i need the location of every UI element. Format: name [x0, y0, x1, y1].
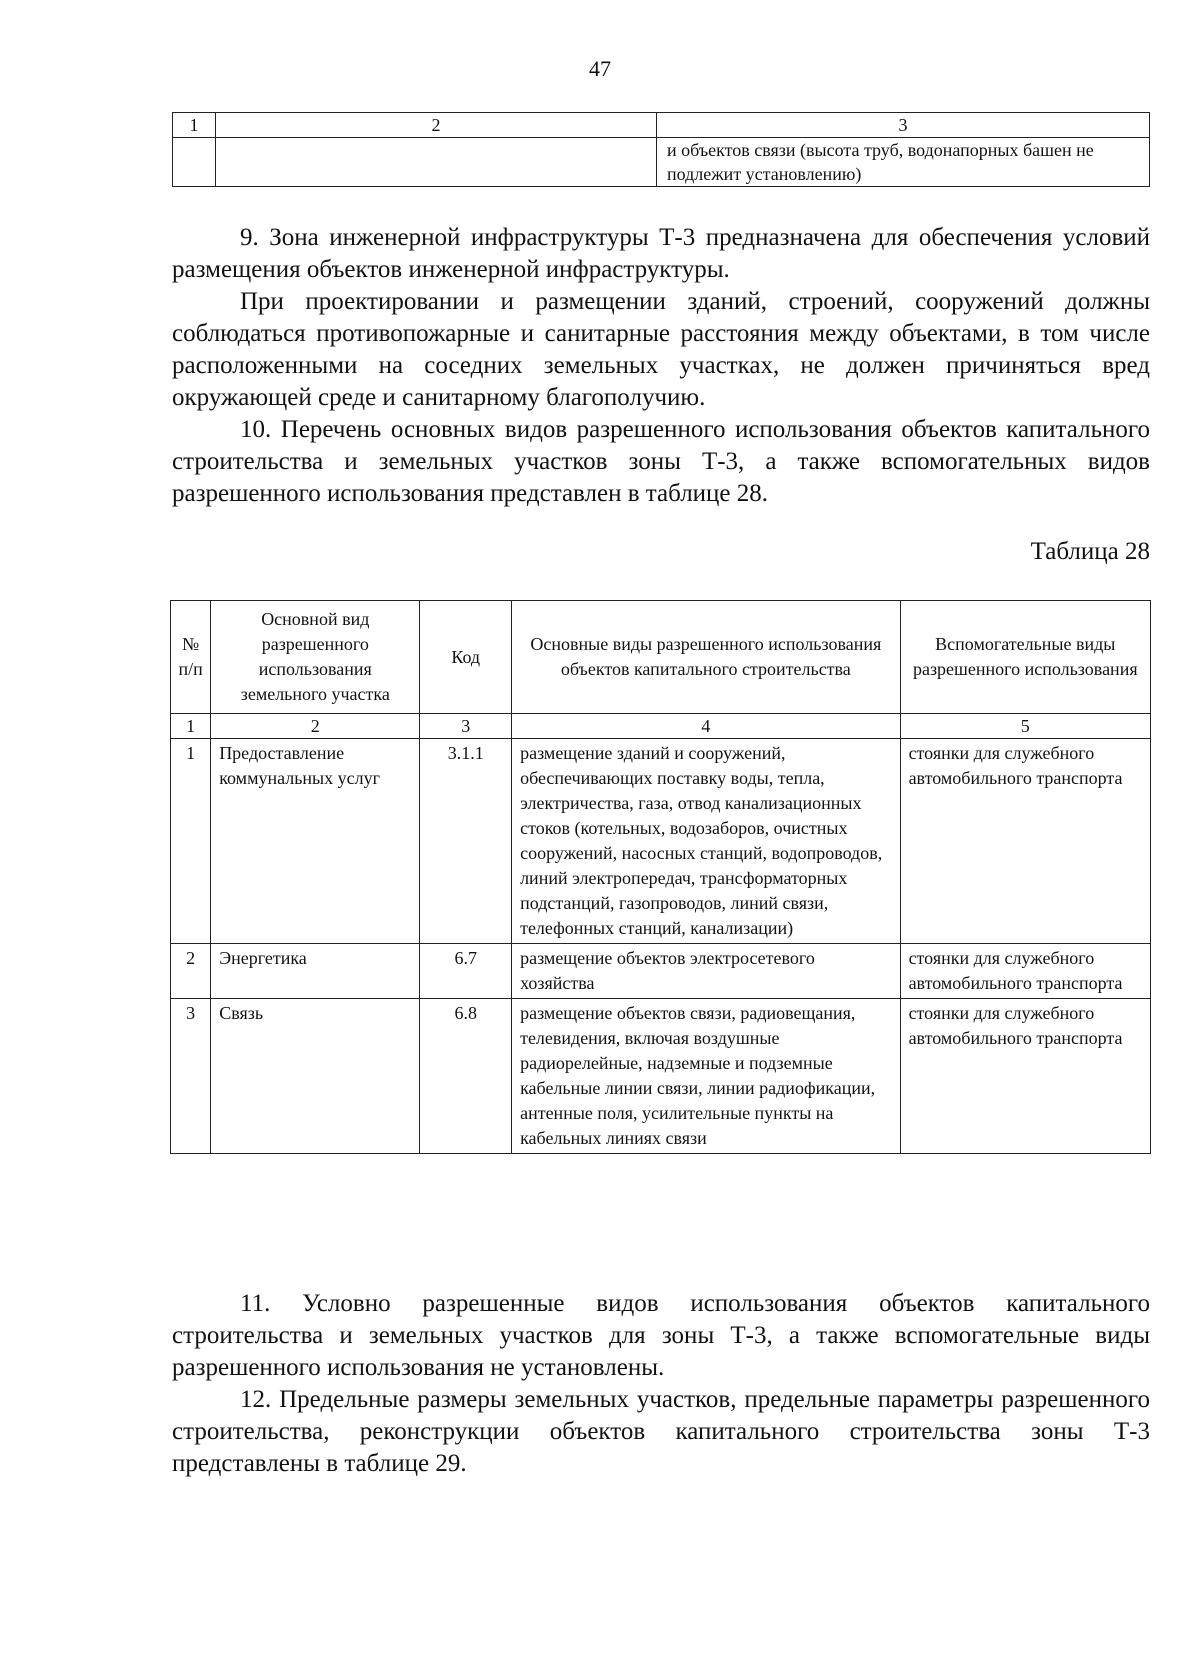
- header-code: Код: [420, 601, 512, 714]
- table-cell: [216, 138, 657, 187]
- table-header-row: [171, 601, 1151, 714]
- row-main-uses: размещение объектов связи, радиовещания, телевидения, включая воздушные радиорелейные, надземные и подземные кабельные линии связи, линии радиофикации, антенные поля, усилительные пункты на кабельных линиях связи: [512, 999, 900, 1154]
- page-number: 47: [589, 56, 611, 81]
- paragraph: 10. Перечень основных видов разрешенного использования объектов капитального строительства и земельных участков зоны Т-3, а также вспомогательных видов разрешенного использования представлен в таблице 28.: [172, 416, 1150, 507]
- column-number: 2: [211, 714, 420, 739]
- column-number: 4: [512, 714, 900, 739]
- row-main-uses: размещение объектов электросетевого хозяйства: [512, 944, 900, 999]
- header-aux-uses: Вспомогательные виды разрешенного использования: [900, 601, 1150, 714]
- continuation-table: [172, 112, 1150, 187]
- row-land-use: Предоставление коммунальных услуг: [211, 739, 420, 944]
- permitted-use-table: [170, 600, 1151, 1154]
- row-code: 6.8: [420, 999, 512, 1154]
- table-row: [173, 138, 1150, 187]
- row-num: 2: [171, 944, 211, 999]
- paragraph: 11. Условно разрешенные видов использования объектов капитального строительства и земельных участков для зоны Т-3, а также вспомогательные виды разрешенного использования не установлены.: [172, 1290, 1150, 1381]
- paragraph: При проектировании и размещении зданий, строений, сооружений должны соблюдаться противопожарные и санитарные расстояния между объектами, в том числе расположенными на соседних земельных участках, не должен причиняться вред окружающей среде и санитарному благополучию.: [172, 288, 1150, 411]
- table-caption: Таблица 28: [1030, 538, 1150, 565]
- header-main-uses: Основные виды разрешенного использования объектов капитального строительства: [512, 601, 900, 714]
- table-header-row: [173, 113, 1150, 138]
- header-land-use: Основной вид разрешенного использования земельного участка: [211, 601, 420, 714]
- row-main-uses: размещение зданий и сооружений, обеспечивающих поставку воды, тепла, электричества, газа, отвод канализационных стоков (котельных, водозаборов, очистных сооружений, насосных станций, водопроводов, линий электропередач, трансформаторных подстанций, газопроводов, линий связи, телефонных станций, канализации): [512, 739, 900, 944]
- header-cell: 3: [657, 113, 1150, 138]
- header-cell: 2: [216, 113, 657, 138]
- row-aux-uses: стоянки для служебного автомобильного транспорта: [900, 944, 1150, 999]
- row-land-use: Энергетика: [211, 944, 420, 999]
- column-number: 5: [900, 714, 1150, 739]
- header-num: № п/п: [171, 601, 211, 714]
- table-cell: и объектов связи (высота труб, водонапорных башен не подлежит установлению): [657, 138, 1150, 187]
- row-code: 6.7: [420, 944, 512, 999]
- column-number-row: [171, 714, 1151, 739]
- paragraph: 9. Зона инженерной инфраструктуры Т-3 предназначена для обеспечения условий размещения объектов инженерной инфраструктуры.: [172, 224, 1150, 283]
- row-num: 3: [171, 999, 211, 1154]
- table-row: [171, 944, 1151, 999]
- table-row: [171, 999, 1151, 1154]
- row-aux-uses: стоянки для служебного автомобильного транспорта: [900, 999, 1150, 1154]
- table-cell: [173, 138, 216, 187]
- table-row: [171, 739, 1151, 944]
- row-num: 1: [171, 739, 211, 944]
- body-text-bottom: [172, 1288, 1150, 1480]
- column-number: 3: [420, 714, 512, 739]
- row-aux-uses: стоянки для служебного автомобильного транспорта: [900, 739, 1150, 944]
- header-cell: 1: [173, 113, 216, 138]
- paragraph: 12. Предельные размеры земельных участков, предельные параметры разрешенного строительства, реконструкции объектов капитального строительства зоны Т-3 представлены в таблице 29.: [172, 1386, 1150, 1477]
- row-code: 3.1.1: [420, 739, 512, 944]
- row-land-use: Связь: [211, 999, 420, 1154]
- column-number: 1: [171, 714, 211, 739]
- body-text-top: [172, 222, 1150, 510]
